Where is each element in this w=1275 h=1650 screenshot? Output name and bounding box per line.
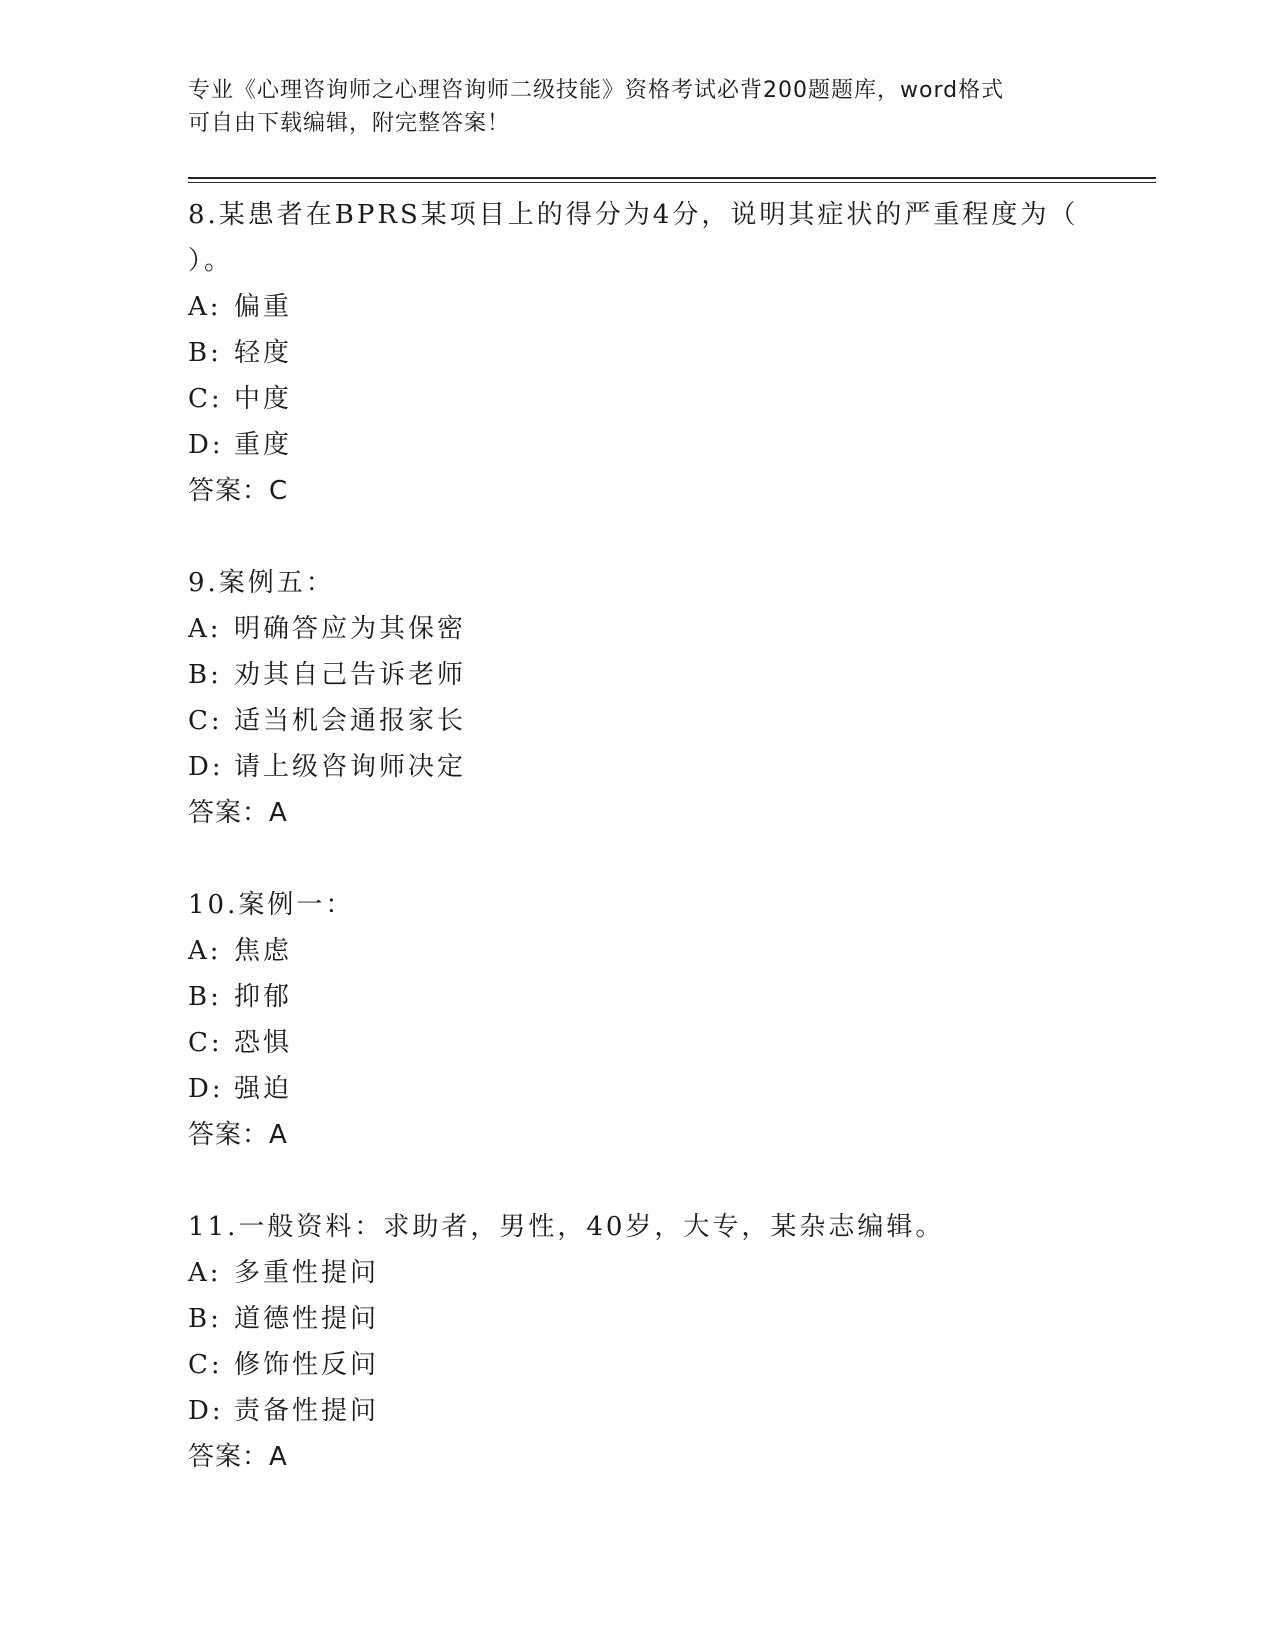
option-text: 道德性提问 [234,1304,380,1334]
option-a [188,928,1088,974]
option-d [188,744,1088,790]
option-b [188,330,1088,376]
answer-line: 答案：A [188,798,288,828]
option-d [188,422,1088,468]
option-key: D: [188,430,224,460]
answer-line: 答案：A [188,1442,288,1472]
option-key: C: [188,706,223,736]
option-text: 重度 [234,430,293,460]
answer-line: 答案：A [188,1120,288,1150]
option-key: D: [188,1074,224,1104]
option-text: 焦虑 [234,936,293,966]
option-text: 抑郁 [234,982,293,1012]
option-key: B: [188,660,222,690]
option-text: 多重性提问 [234,1258,380,1288]
question-stem: 11.一般资料：求助者，男性，40岁，大专，某杂志编辑。 [188,1212,945,1242]
option-text: 偏重 [234,292,293,322]
option-key: B: [188,1304,222,1334]
header-divider-thick [188,177,1156,179]
option-d [188,1066,1088,1112]
option-key: D: [188,1396,224,1426]
answer-line: 答案：C [188,476,289,506]
option-a [188,606,1088,652]
question-11 [188,1204,1088,1480]
option-text: 劝其自己告诉老师 [234,660,467,690]
option-text: 中度 [234,384,293,414]
option-b [188,974,1088,1020]
option-key: C: [188,384,223,414]
header-divider-thin [188,182,1156,183]
option-text: 请上级咨询师决定 [234,752,467,782]
option-text: 恐惧 [234,1028,293,1058]
option-key: D: [188,752,224,782]
option-key: C: [188,1028,223,1058]
option-key: B: [188,982,222,1012]
option-b [188,1296,1088,1342]
option-c [188,1020,1088,1066]
question-10 [188,882,1088,1158]
option-key: A: [188,292,222,322]
option-key: A: [188,936,222,966]
option-text: 修饰性反问 [234,1350,380,1380]
option-d [188,1388,1088,1434]
option-a [188,284,1088,330]
option-text: 明确答应为其保密 [234,614,467,644]
option-b [188,652,1088,698]
header-title-line-1: 专业《心理咨询师之心理咨询师二级技能》资格考试必背200题题库，word格式 [188,78,1005,103]
option-text: 轻度 [234,338,293,368]
question-9 [188,560,1088,836]
option-text: 强迫 [234,1074,293,1104]
option-c [188,376,1088,422]
question-stem-continued: ）。 [188,246,234,276]
question-stem: 9.案例五： [188,568,335,598]
option-text: 适当机会通报家长 [234,706,467,736]
question-stem: 10.案例一： [188,890,355,920]
option-c [188,698,1088,744]
option-key: A: [188,1258,222,1288]
option-a [188,1250,1088,1296]
document-header [188,74,1068,140]
question-list [188,192,1088,1526]
option-key: A: [188,614,222,644]
option-key: B: [188,338,222,368]
header-title-line-2: 可自由下载编辑，附完整答案！ [188,111,511,136]
question-stem: 8.某患者在BPRS某项目上的得分为4分，说明其症状的严重程度为（ [188,200,1079,230]
option-key: C: [188,1350,223,1380]
question-8 [188,192,1088,514]
option-c [188,1342,1088,1388]
option-text: 责备性提问 [234,1396,380,1426]
